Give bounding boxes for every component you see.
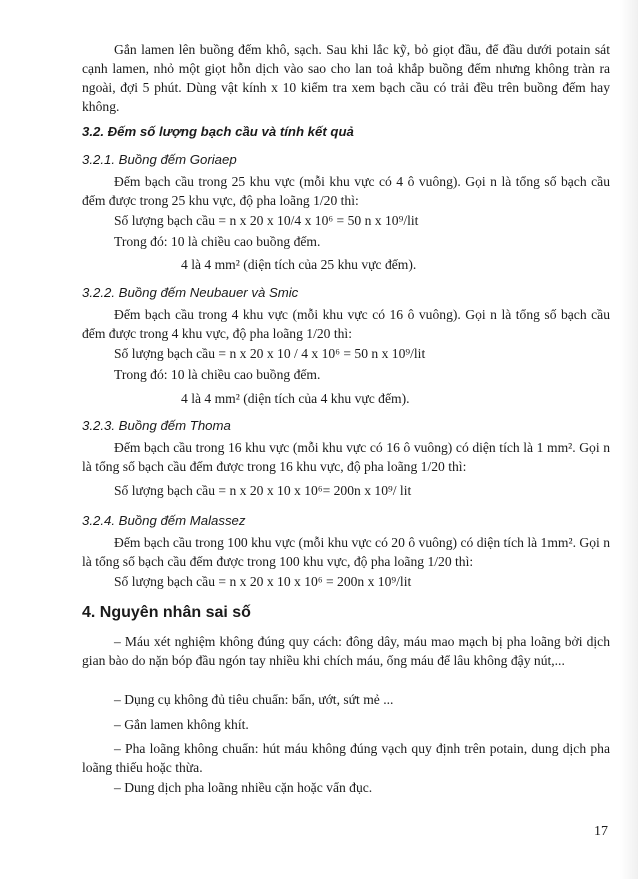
scan-edge-shadow	[620, 0, 638, 879]
note-3-2-1-b: 4 là 4 mm² (diện tích của 25 khu vực đếm).	[181, 257, 417, 272]
formula-3-2-1: Số lượng bạch cầu = n x 20 x 10/4 x 10⁶ = 50 n x 10⁹/lit	[114, 213, 419, 228]
subsection-heading-3-2-2: 3.2.2. Buồng đếm Neubauer và Smic	[82, 285, 299, 300]
formula-3-2-2: Số lượng bạch cầu = n x 20 x 10 / 4 x 10⁶ = 50 n x 10⁹/lit	[114, 346, 426, 361]
bullet-item: – Máu xét nghiệm không đúng quy cách: đông dây, máu mao mạch bị pha loãng bởi dịch gian bào do nặn bóp đầu ngón tay nhiều khi chích máu, ống máu để lâu không đậy nút,...	[82, 634, 610, 668]
bullet-item: – Dung dịch pha loãng nhiều cặn hoặc vẩn đục.	[114, 780, 373, 795]
section-heading-4: 4. Nguyên nhân sai số	[82, 604, 251, 621]
paragraph-3-2-4: Đếm bạch cầu trong 100 khu vực (mỗi khu vực có 20 ô vuông) có diện tích là 1mm². Gọi n là tổng số bạch cầu đếm được trong 100 khu vực, độ pha loãng 1/20 thì:	[82, 535, 610, 569]
bullet-item: – Dụng cụ không đủ tiêu chuẩn: bẩn, ướt, sứt mẻ ...	[114, 692, 394, 707]
paragraph-3-2-2: Đếm bạch cầu trong 4 khu vực (mỗi khu vực có 16 ô vuông). Gọi n là tổng số bạch cầu đếm được trong 4 khu vực, độ pha loãng 1/20 thì:	[82, 307, 610, 341]
subsection-heading-3-2-3: 3.2.3. Buồng đếm Thoma	[82, 418, 231, 433]
bullet-item: – Pha loãng không chuẩn: hút máu không đúng vạch quy định trên potain, dung dịch pha loãng thiếu hoặc thừa.	[82, 741, 610, 775]
paragraph-3-2-3: Đếm bạch cầu trong 16 khu vực (mỗi khu vực có 16 ô vuông) có diện tích là 1 mm². Gọi n là tổng số bạch cầu đếm được trong 16 khu vực, độ pha loãng 1/20 thì:	[82, 440, 610, 474]
bullet-item: – Gắn lamen không khít.	[114, 717, 249, 732]
formula-3-2-4: Số lượng bạch cầu = n x 20 x 10 x 10⁶ = 200n x 10⁹/lit	[114, 574, 412, 589]
formula-3-2-3: Số lượng bạch cầu = n x 20 x 10 x 10⁶= 200n x 10⁹/ lit	[114, 483, 412, 498]
intro-paragraph: Gắn lamen lên buồng đếm khô, sạch. Sau khi lắc kỹ, bỏ giọt đầu, để đầu dưới potain sát cạnh lamen, nhỏ một giọt hỗn dịch vào sao cho lan toả khắp buồng đếm nhưng không tràn ra ngoài, đợi 5 phút. Dùng vật kính x 10 kiểm tra xem bạch cầu có trải đều trên buồng đếm hay không.	[82, 42, 610, 114]
subsection-heading-3-2-1: 3.2.1. Buồng đếm Goriaep	[82, 152, 237, 167]
page-number: 17	[594, 824, 608, 839]
note-3-2-2-b: 4 là 4 mm² (diện tích của 4 khu vực đếm).	[181, 391, 410, 406]
note-3-2-2-a: Trong đó: 10 là chiều cao buồng đếm.	[114, 367, 321, 382]
paragraph-3-2-1: Đếm bạch cầu trong 25 khu vực (mỗi khu vực có 4 ô vuông). Gọi n là tổng số bạch cầu đếm được trong 25 khu vực, độ pha loãng 1/20 thì:	[82, 174, 610, 208]
subsection-heading-3-2-4: 3.2.4. Buồng đếm Malassez	[82, 513, 246, 528]
note-3-2-1-a: Trong đó: 10 là chiều cao buồng đếm.	[114, 234, 321, 249]
section-heading-3-2: 3.2. Đếm số lượng bạch cầu và tính kết quả	[82, 124, 354, 139]
